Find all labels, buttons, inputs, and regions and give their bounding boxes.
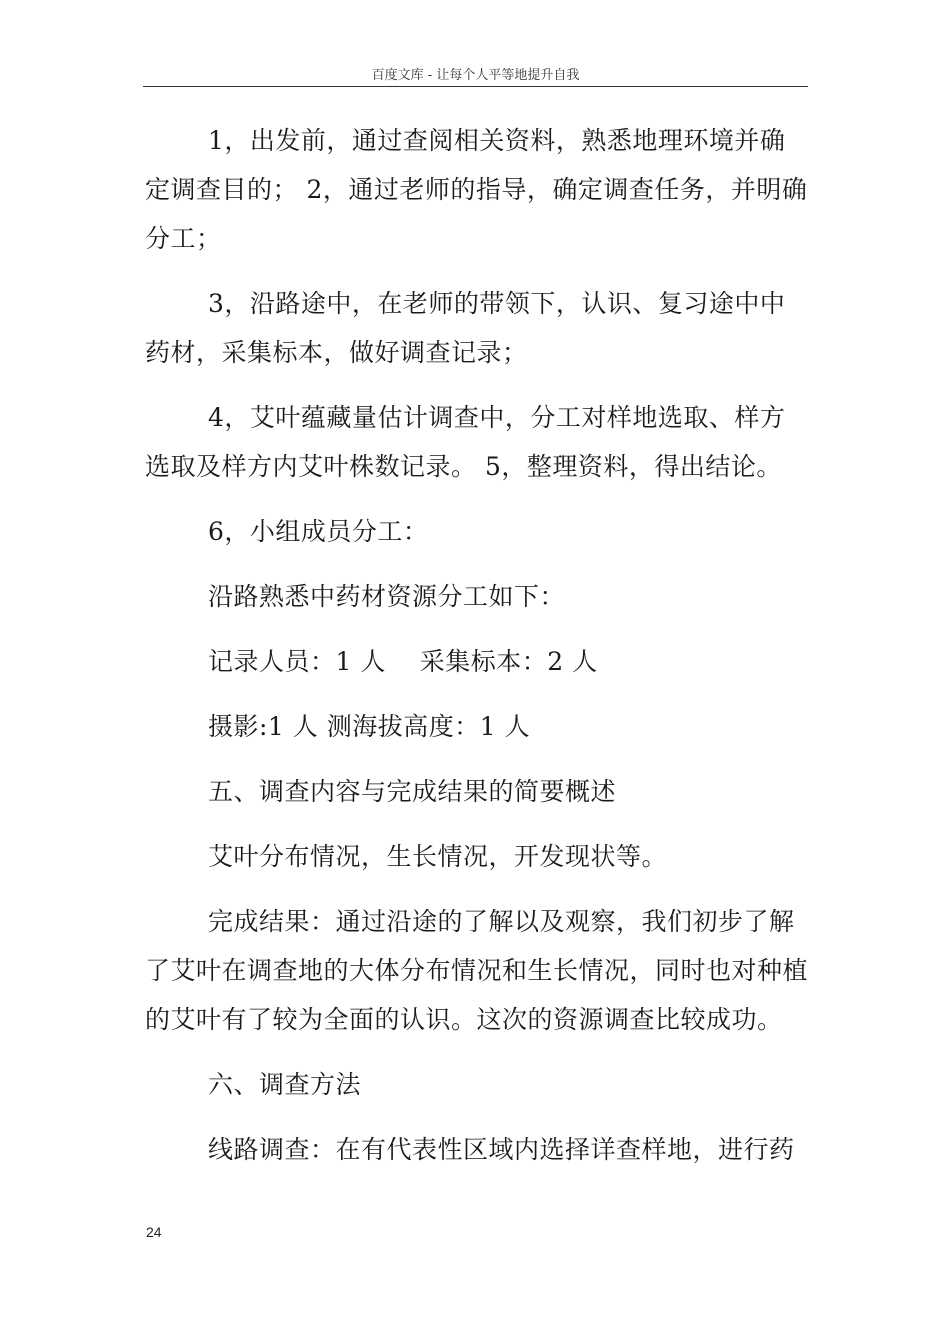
paragraph-route-survey: 3，沿路途中，在老师的带领下，认识、复习途中中药材，采集标本，做好调查记录； [145, 289, 786, 367]
paragraph-reserve-estimate: 4，艾叶蕴藏量估计调查中，分工对样地选取、样方选取及样方内艾叶株数记录。 5，整理资料，得出结论。 [145, 403, 786, 481]
paragraph-photography-altitude: 摄影:1 人 测海拔高度：1 人 [208, 712, 531, 741]
paragraph-preparation-steps: 1，出发前，通过查阅相关资料，熟悉地理环境并确定调查目的； 2，通过老师的指导，确定调查任务，并明确分工； [145, 126, 808, 253]
paragraph-recorders-collectors: 记录人员：1 人 采集标本：2 人 [208, 647, 598, 676]
heading-section-five: 五、调查内容与完成结果的简要概述 [208, 777, 617, 806]
paragraph-group-division: 6，小组成员分工： [208, 517, 429, 546]
paragraph-route-method: 线路调查：在有代表性区域内选择详查样地，进行药 [208, 1135, 795, 1164]
heading-section-six: 六、调查方法 [208, 1070, 362, 1099]
document-body [145, 116, 809, 1190]
paragraph-results: 完成结果：通过沿途的了解以及观察，我们初步了解了艾叶在调查地的大体分布情况和生长情况，同时也对种植的艾叶有了较为全面的认识。这次的资源调查比较成功。 [145, 907, 809, 1034]
page-header: 百度文库 - 让每个人平等地提升自我 [143, 64, 808, 87]
paragraph-resource-division: 沿路熟悉中药材资源分工如下： [208, 582, 566, 611]
paragraph-survey-content: 艾叶分布情况，生长情况，开发现状等。 [208, 842, 668, 871]
page-number: 24 [146, 1224, 162, 1240]
